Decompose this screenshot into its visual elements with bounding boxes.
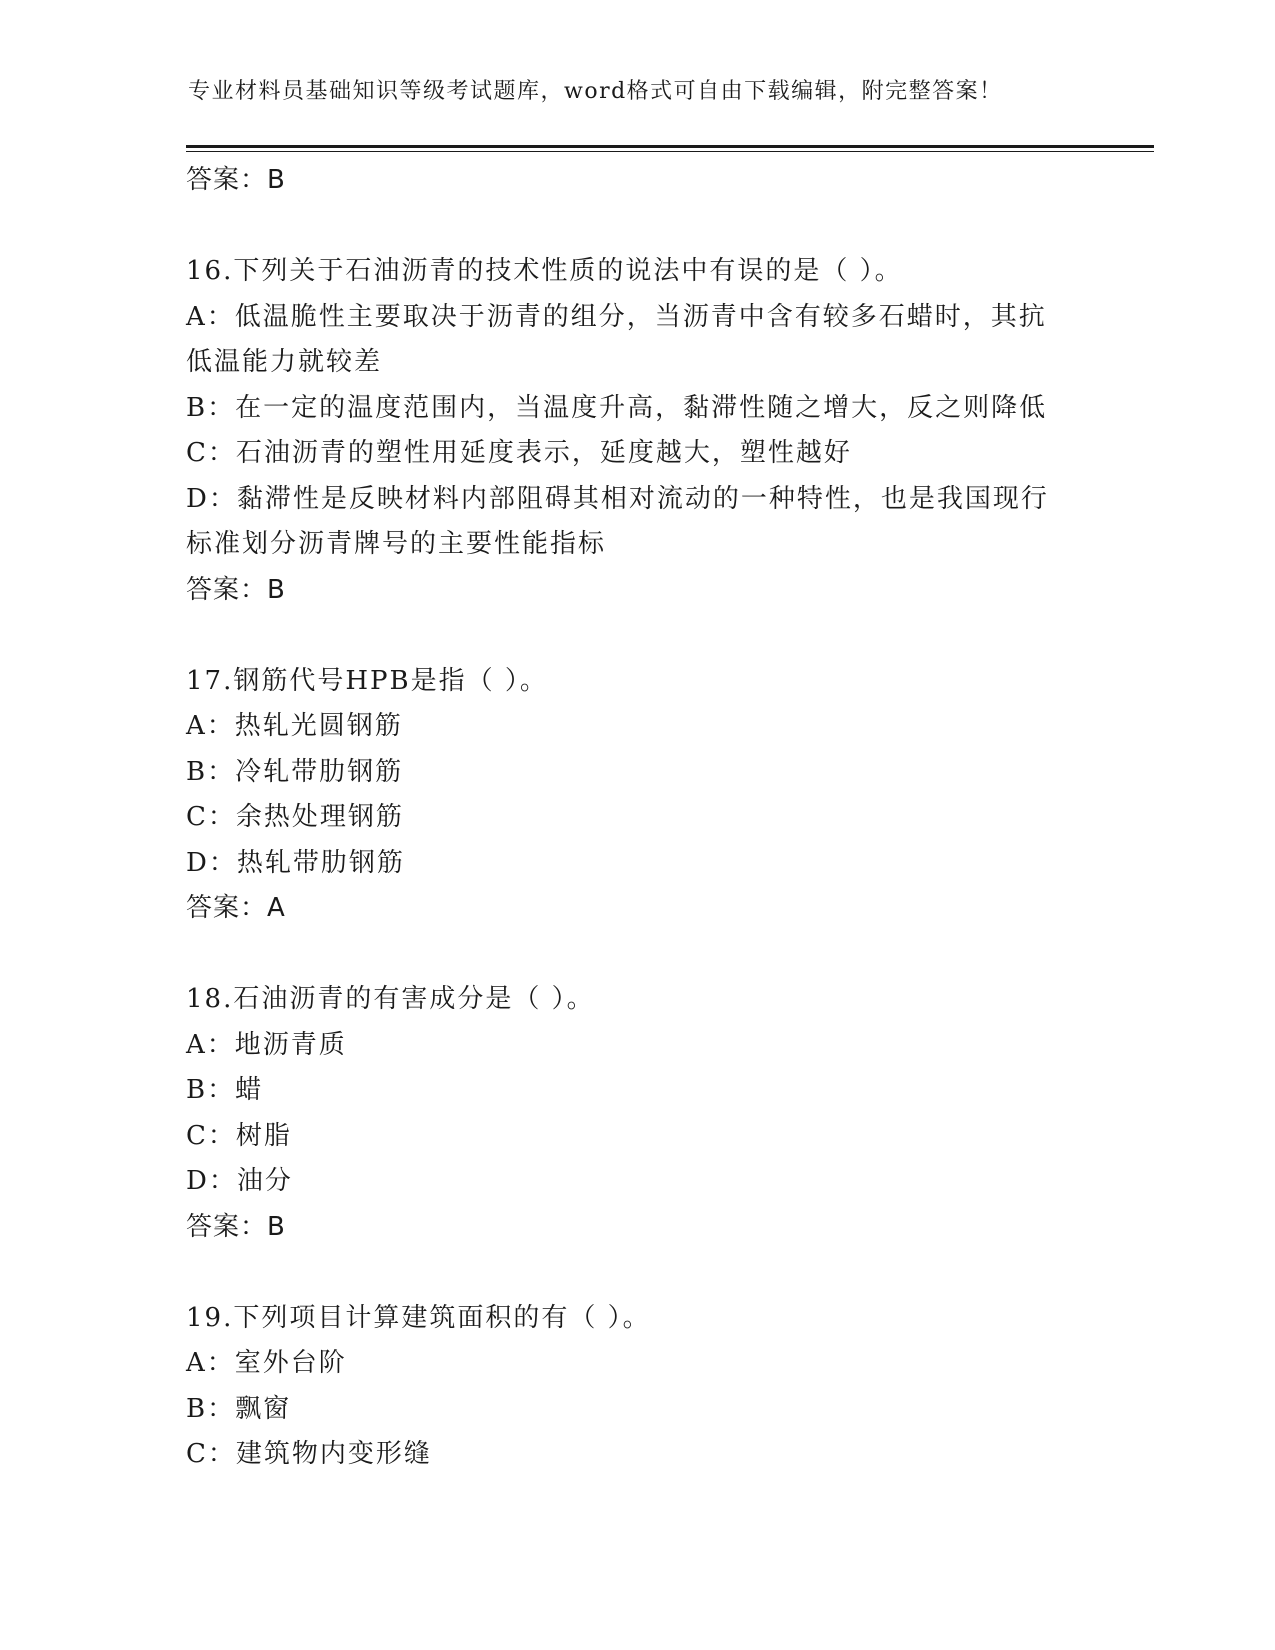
question-stem: 19.下列项目计算建筑面积的有（ ）。 (186, 1302, 651, 1333)
question-16 (186, 249, 1086, 613)
option-c: C：建筑物内变形缝 (186, 1439, 432, 1469)
prev-answer: 答案：B (186, 165, 286, 195)
question-stem: 16.下列关于石油沥青的技术性质的说法中有误的是（ ）。 (186, 256, 903, 286)
header-rule-thick (186, 145, 1154, 148)
header-rule-thin (186, 151, 1154, 152)
option-d: D：黏滞性是反映材料内部阻碍其相对流动的一种特性，也是我国现行 (186, 483, 1049, 514)
option-b: B：在一定的温度范围内，当温度升高，黏滞性随之增大，反之则降低 (186, 392, 1048, 423)
option-d: D：热轧带肋钢筋 (186, 847, 405, 878)
option-a: A：热轧光圆钢筋 (186, 711, 403, 741)
question-17 (186, 659, 1086, 932)
page-header: 专业材料员基础知识等级考试题库，word格式可自由下载编辑，附完整答案！ (188, 79, 1003, 104)
option-d: D：油分 (186, 1166, 293, 1196)
option-c: C：石油沥青的塑性用延度表示，延度越大，塑性越好 (186, 438, 852, 468)
option-a: A：地沥青质 (186, 1029, 347, 1060)
option-a: A：室外台阶 (186, 1348, 347, 1378)
question-18 (186, 977, 1086, 1250)
option-a-cont: 低温能力就较差 (186, 347, 383, 377)
answer: 答案：B (186, 1211, 286, 1242)
option-c: C：余热处理钢筋 (186, 802, 404, 832)
question-stem: 18.石油沥青的有害成分是（ ）。 (186, 984, 595, 1014)
option-b: B：蜡 (186, 1075, 264, 1105)
option-b: B：冷轧带肋钢筋 (186, 756, 404, 787)
question-list (186, 158, 1086, 1478)
option-a: A：低温脆性主要取决于沥青的组分，当沥青中含有较多石蜡时，其抗 (186, 301, 1047, 332)
option-d-cont: 标准划分沥青牌号的主要性能指标 (186, 529, 607, 559)
option-c: C：树脂 (186, 1120, 292, 1151)
option-b: B：飘窗 (186, 1393, 292, 1424)
answer: 答案：B (186, 574, 286, 605)
answer: 答案：A (186, 893, 286, 923)
question-19 (186, 1296, 1086, 1478)
question-stem: 17.钢筋代号HPB是指（ ）。 (186, 665, 548, 696)
